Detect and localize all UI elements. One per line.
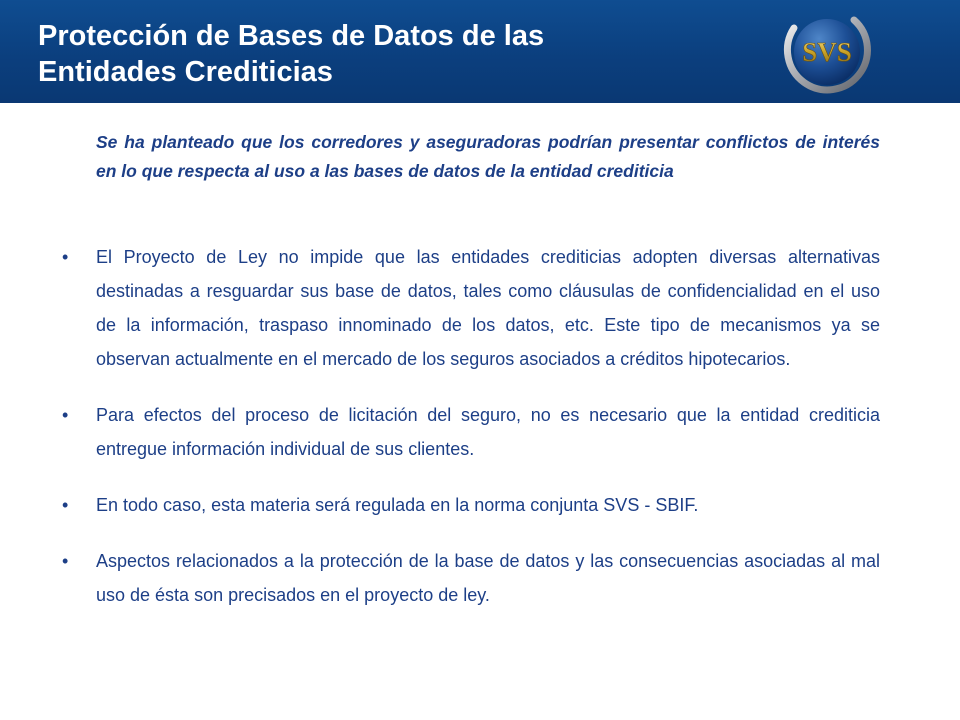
bullet-item <box>62 240 880 376</box>
bullet-dot-icon: • <box>62 495 69 515</box>
title-bar <box>0 0 960 103</box>
bullet-dot-icon: • <box>62 405 69 425</box>
bullet-text: El Proyecto de Ley no impide que las entidades crediticias adopten diversas alternativas destinadas a resguardar sus base de datos, tales como cláusulas de confidencialidad en el uso de la información, traspaso innominado de los datos, etc. Este tipo de mecanismos ya se observan actualmente en el mercado de los seguros asociados a créditos hipotecarios. <box>96 247 880 369</box>
bullet-dot-icon: • <box>62 551 69 571</box>
bullet-text: Aspectos relacionados a la protección de la base de datos y las consecuencias asociadas al mal uso de ésta son precisados en el proyecto de ley. <box>96 551 880 605</box>
bullet-text: Para efectos del proceso de licitación del seguro, no es necesario que la entidad crediticia entregue información individual de sus clientes. <box>96 405 880 459</box>
lead-statement: Se ha planteado que los corredores y aseguradoras podrían presentar conflictos de interés en lo que respecta al uso a las bases de datos de la entidad crediticia <box>96 132 880 181</box>
bullet-item <box>62 544 880 612</box>
logo-text: SVS <box>802 37 852 67</box>
page-title-line-1: Protección de Bases de Datos de las <box>38 20 545 52</box>
bullet-item <box>62 488 880 522</box>
bullet-text: En todo caso, esta materia será regulada en la norma conjunta SVS - SBIF. <box>96 495 699 515</box>
page-title-line-2: Entidades Crediticias <box>38 56 333 88</box>
page-title <box>38 18 738 90</box>
bullet-list <box>62 240 880 612</box>
svs-logo <box>772 6 882 98</box>
bullet-item <box>62 398 880 466</box>
svs-logo-emblem <box>772 6 882 98</box>
bullet-dot-icon: • <box>62 247 69 267</box>
